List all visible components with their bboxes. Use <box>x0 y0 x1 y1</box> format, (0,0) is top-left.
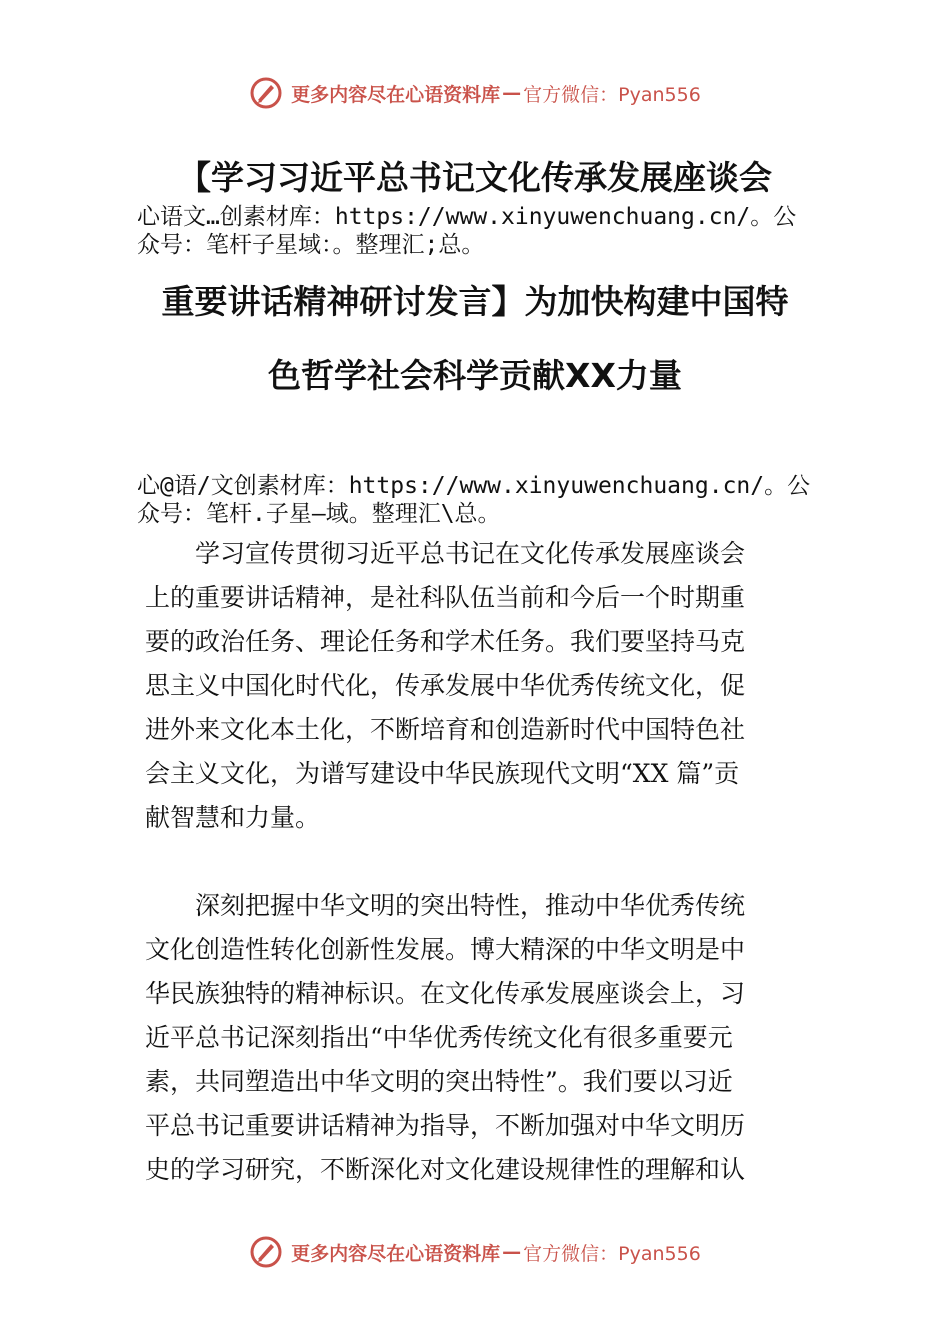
header-banner <box>0 73 950 113</box>
source-note-1-line-2: 众号：笔杆子星域：。整理汇;总。 <box>137 232 485 258</box>
banner-wechat: 官方微信：Pyan556 <box>523 83 701 106</box>
paragraph-2 <box>145 884 815 1192</box>
paragraph-line: 思主义中国化时代化，传承发展中华优秀传统文化，促 <box>145 671 746 700</box>
paragraph-line: 深刻把握中华文明的突出特性，推动中华优秀传统 <box>145 891 746 920</box>
paragraph-line: 进外来文化本土化，不断培育和创造新时代中国特色社 <box>145 715 746 744</box>
paragraph-line: 史的学习研究，不断深化对文化建设规律性的理解和认 <box>145 1155 746 1184</box>
brush-logo-icon <box>249 76 283 110</box>
banner-text: 更多内容尽在心语资料库 <box>291 1242 501 1265</box>
source-note-1-line-1: 心语文…创素材库：https://www.xinyuwenchuang.cn/。公 <box>137 204 797 230</box>
paragraph-line: 要的政治任务、理论任务和学术任务。我们要坚持马克 <box>145 627 746 656</box>
paragraph-line: 学习宣传贯彻习近平总书记在文化传承发展座谈会 <box>145 539 746 568</box>
paragraph-1 <box>145 532 815 840</box>
brush-logo-icon <box>249 1235 283 1269</box>
paragraph-line: 文化创造性转化创新性发展。博大精深的中华文明是中 <box>145 935 746 964</box>
banner-separator: — <box>502 82 522 104</box>
source-note-1 <box>137 203 845 259</box>
banner-wechat: 官方微信：Pyan556 <box>523 1242 701 1265</box>
footer-banner <box>0 1232 950 1272</box>
title-line-3: 色哲学社会科学贡献XX力量 <box>268 356 682 395</box>
paragraph-line: 近平总书记深刻指出“中华优秀传统文化有很多重要元 <box>145 1023 733 1052</box>
banner-separator: — <box>502 1241 522 1263</box>
paragraph-line: 上的重要讲话精神，是社科队伍当前和今后一个时期重 <box>145 583 746 612</box>
banner-text: 更多内容尽在心语资料库 <box>291 83 501 106</box>
paragraph-line: 献智慧和力量。 <box>145 803 321 832</box>
source-note-2 <box>137 472 845 528</box>
source-note-2-line-1: 心@语/文创素材库：https://www.xinyuwenchuang.cn/。公 <box>137 473 811 499</box>
paragraph-line: 会主义文化，为谱写建设中华民族现代文明“XX 篇”贡 <box>145 759 740 788</box>
title-line-2: 重要讲话精神研讨发言】为加快构建中国特 <box>161 282 789 321</box>
title-line-1: 【学习习近平总书记文化传承发展座谈会 <box>178 158 772 197</box>
paragraph-line: 平总书记重要讲话精神为指导，不断加强对中华文明历 <box>145 1111 746 1140</box>
paragraph-line: 华民族独特的精神标识。在文化传承发展座谈会上，习 <box>145 979 746 1008</box>
source-note-2-line-2: 众号：笔杆.子星—域。整理汇\总。 <box>137 501 501 527</box>
paragraph-line: 素，共同塑造出中华文明的突出特性”。我们要以习近 <box>145 1067 733 1096</box>
